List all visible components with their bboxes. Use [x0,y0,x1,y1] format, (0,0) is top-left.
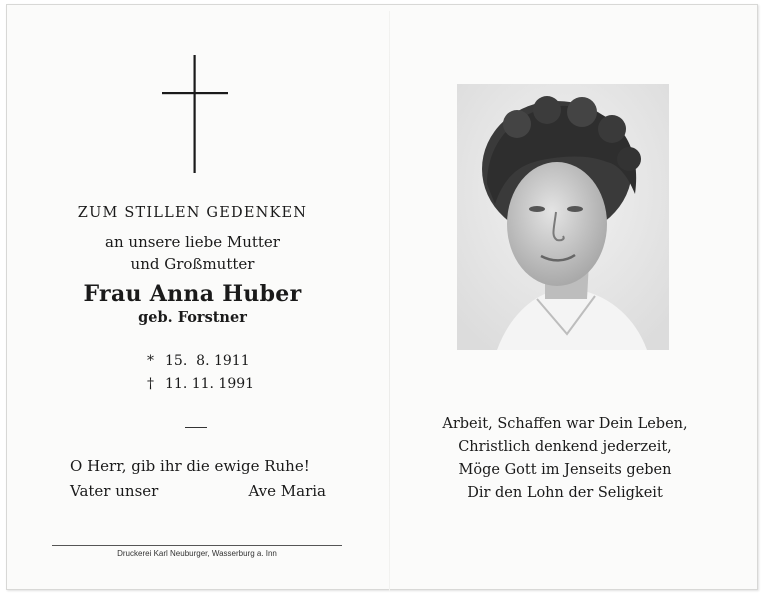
birth-symbol: * [147,353,154,369]
verse-line-2: Christlich denkend jederzeit, [458,439,672,455]
deceased-name: Frau Anna Huber [83,281,302,307]
verse-line-3: Möge Gott im Jenseits geben [458,462,672,478]
death-date: 11. 11. 1991 [165,376,255,392]
intro-line-1: an unsere liebe Mutter [105,233,280,251]
prayer-vater-unser: Vater unser [70,482,159,500]
printer-imprint: Druckerei Karl Neuburger, Wasserburg a. Inn [117,549,277,558]
intro-line-2: und Großmutter [130,255,255,273]
portrait-photo [457,84,669,350]
birth-row [147,350,254,373]
death-symbol: † [147,376,154,392]
prayer-ave-maria: Ave Maria [248,482,326,500]
cross-icon [162,55,228,175]
life-dates [147,350,254,396]
prayer-names [70,482,326,500]
portrait-image [457,84,669,350]
card-fold-line [389,11,390,591]
separator-dash [185,427,207,428]
verse-line-1: Arbeit, Schaffen war Dein Leben, [442,416,688,432]
verse-line-4: Dir den Lohn der Seligkeit [467,485,663,501]
memorial-verse [420,413,710,505]
prayer-line: O Herr, gib ihr die ewige Ruhe! [70,457,310,475]
birth-date: 15. 8. 1911 [165,353,250,369]
death-row [147,373,254,396]
printer-rule [52,545,342,546]
maiden-name: geb. Forstner [138,309,247,326]
memorial-heading: ZUM STILLEN GEDENKEN [77,205,308,221]
